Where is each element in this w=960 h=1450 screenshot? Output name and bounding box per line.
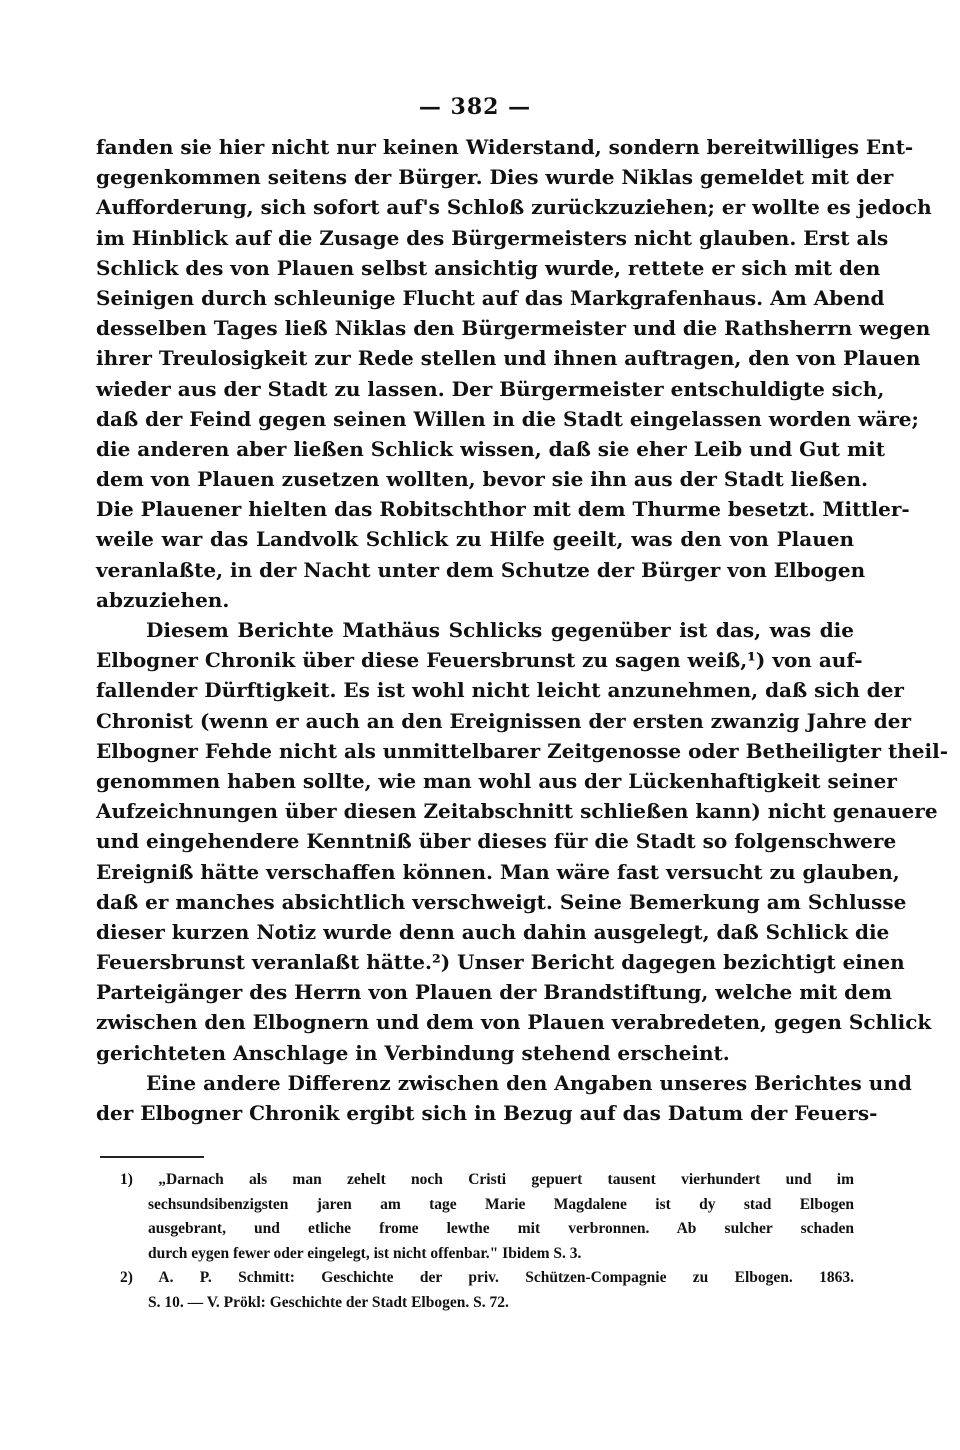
footnote-line (96, 1266, 854, 1291)
text-line: dem von Plauen zusetzen wollten, bevor sie ihn aus der Stadt ließen. (96, 467, 869, 492)
text-line: dieser kurzen Notiz wurde denn auch dahin ausgelegt, daß Schlick die (96, 919, 890, 944)
footnote-text: „Darnach als man zehelt noch Cristi gepuert tausent vierhundert und im (158, 1171, 855, 1189)
text-line: desselben Tages ließ Niklas den Bürgermeister und die Rathsherrn wegen (96, 316, 931, 341)
book-page (96, 92, 949, 1315)
text-line: Chronist (wenn er auch an den Ereignissen der ersten zwanzig Jahre der (96, 708, 912, 733)
footnote-line: ausgebrant, und etliche frome lewthe mit verbronnen. Ab sulcher schaden (148, 1220, 854, 1238)
footnote-2 (96, 1266, 854, 1315)
text-line: weile war das Landvolk Schlick zu Hilfe geeilt, was den von Plauen (96, 527, 854, 552)
footnote-line: S. 10. — V. Prökl: Geschichte der Stadt Elbogen. S. 72. (148, 1293, 509, 1311)
text-line: gerichteten Anschlage in Verbindung stehend erscheint. (96, 1040, 730, 1065)
page-number: — 382 — (418, 94, 532, 120)
footnotes (96, 1168, 854, 1315)
footnote-marker: 1) (120, 1171, 133, 1189)
text-line: fallender Dürftigkeit. Es ist wohl nicht leicht anzunehmen, daß sich der (96, 678, 904, 703)
text-line: gegenkommen seitens der Bürger. Dies wurde Niklas gemeldet mit der (96, 165, 894, 190)
footnote-line: sechsundsibenzigsten jaren am tage Marie Magdalene ist dy stad Elbogen (148, 1195, 854, 1213)
text-line: abzuziehen. (96, 587, 230, 612)
text-line: Eine andere Differenz zwischen den Angaben unseres Berichtes und (146, 1070, 912, 1095)
text-line: und eingehendere Kenntniß über dieses für die Stadt so folgenschwere (96, 829, 897, 854)
paragraph-1 (96, 132, 932, 615)
paragraph-3 (96, 1068, 912, 1128)
text-line: der Elbogner Chronik ergibt sich in Bezug auf das Datum der Feuers- (96, 1101, 878, 1125)
text-line: Die Plauener hielten das Robitschthor mit dem Thurme besetzt. Mittler- (96, 497, 910, 522)
text-line: genommen haben sollte, wie man wohl aus der Lückenhaftigkeit seiner (96, 768, 897, 793)
footnote-text: A. P. Schmitt: Geschichte der priv. Schützen-Compagnie zu Elbogen. 1863. (158, 1269, 854, 1287)
body-text (96, 132, 949, 1128)
text-line: Schlick des von Plauen selbst ansichtig wurde, rettete er sich mit den (96, 255, 881, 280)
text-line: daß der Feind gegen seinen Willen in die Stadt eingelassen worden wäre; (96, 406, 919, 431)
text-line: Ereigniß hätte verschaffen können. Man wäre fast versucht zu glauben, (96, 859, 900, 884)
text-line: Feuersbrunst veranlaßt hätte.²) Unser Bericht dagegen bezichtigt einen (96, 950, 905, 975)
paragraph-2 (96, 615, 949, 1068)
text-line: Parteigänger des Herrn von Plauen der Brandstiftung, welche mit dem (96, 980, 893, 1005)
text-line: Aufforderung, sich sofort auf's Schloß zurückzuziehen; er wollte es jedoch (96, 195, 932, 220)
footnote-marker: 2) (120, 1269, 133, 1287)
footnote-divider (100, 1156, 204, 1158)
footnote-1 (96, 1168, 854, 1266)
text-line: zwischen den Elbognern und dem von Plauen verabredeten, gegen Schlick (96, 1010, 932, 1035)
text-line: daß er manches absichtlich verschweigt. Seine Bemerkung am Schlusse (96, 889, 907, 914)
text-line: Diesem Berichte Mathäus Schlicks gegenüber ist das, was die (146, 618, 854, 642)
text-line: im Hinblick auf die Zusage des Bürgermeisters nicht glauben. Erst als (96, 225, 889, 250)
text-line: fanden sie hier nicht nur keinen Widerstand, sondern bereitwilliges Ent- (96, 135, 914, 159)
text-line: Elbogner Fehde nicht als unmittelbarer Zeitgenosse oder Betheiligter theil- (96, 738, 949, 763)
text-line: Seinigen durch schleunige Flucht auf das Markgrafenhaus. Am Abend (96, 285, 885, 310)
text-line: Aufzeichnungen über diesen Zeitabschnitt schließen kann) nicht genauere (96, 799, 938, 824)
text-line: ihrer Treulosigkeit zur Rede stellen und ihnen auftragen, den von Plauen (96, 346, 921, 371)
footnote-line: durch eygen fewer oder eingelegt, ist nicht offenbar." Ibidem S. 3. (148, 1244, 582, 1262)
text-line: die anderen aber ließen Schlick wissen, daß sie eher Leib und Gut mit (96, 436, 885, 461)
text-line: veranlaßte, in der Nacht unter dem Schutze der Bürger von Elbogen (96, 557, 866, 582)
footnote-line (96, 1168, 854, 1193)
text-line: Elbogner Chronik über diese Feuersbrunst zu sagen weiß,¹) von auf- (96, 648, 863, 673)
text-line: wieder aus der Stadt zu lassen. Der Bürgermeister entschuldigte sich, (96, 376, 885, 401)
